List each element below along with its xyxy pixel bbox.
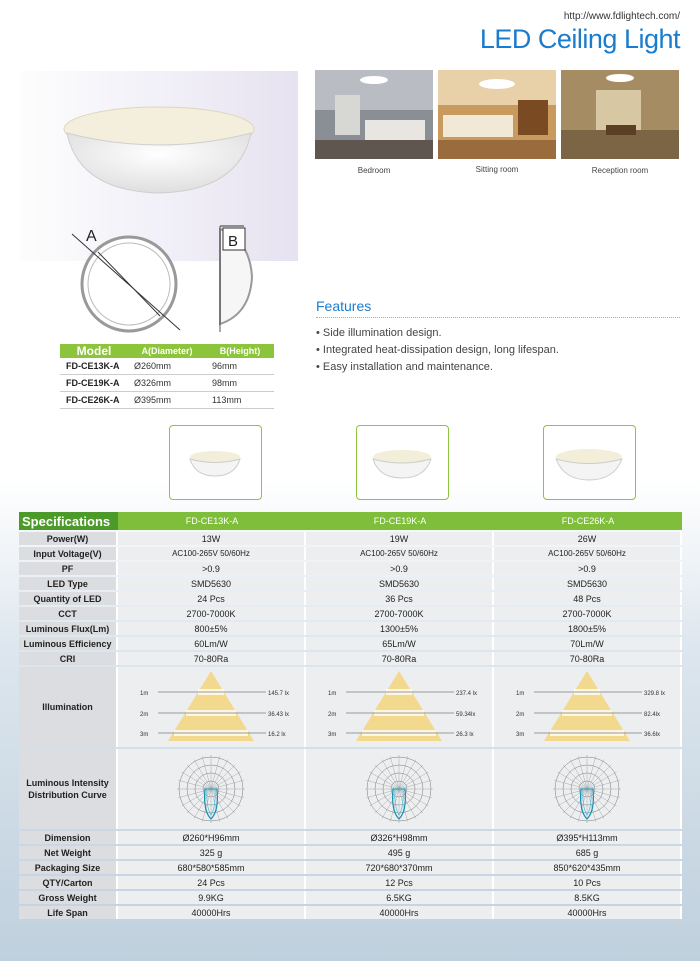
feature-item: • Side illumination design. xyxy=(316,327,442,339)
table-cell: Luminous Efficiency xyxy=(19,637,118,650)
polar-spoke xyxy=(587,789,620,798)
lux-value: 36.43 lx xyxy=(268,712,290,718)
table-cell: Dimension xyxy=(19,831,118,844)
polar-spoke xyxy=(587,756,596,789)
illumination-diagram-3 xyxy=(512,667,666,745)
table-cell xyxy=(306,749,494,829)
table-row xyxy=(19,906,682,919)
lux-value: 59.34lx xyxy=(456,712,476,718)
table-cell: Ø395*H113mm xyxy=(494,831,682,844)
feature-item: • Integrated heat-dissipation design, long lifespan. xyxy=(316,344,559,356)
table-cell: Power(W) xyxy=(19,532,118,545)
polar-spoke xyxy=(554,789,587,798)
table-cell: CRI xyxy=(19,652,118,665)
room-photo-reception xyxy=(561,70,679,159)
table-cell: 98mm xyxy=(206,375,274,392)
feature-item: • Easy installation and maintenance. xyxy=(316,361,493,373)
table-cell: 2700-7000K xyxy=(306,607,494,620)
table-cell: 70-80Ra xyxy=(118,652,306,665)
table-cell: LED Type xyxy=(19,577,118,590)
table-cell: 685 g xyxy=(494,846,682,859)
polar-curve-2 xyxy=(359,749,439,827)
room-label-sitting: Sitting room xyxy=(475,165,519,174)
lux-value: 237.4 lx xyxy=(456,691,478,697)
table-row xyxy=(19,846,682,859)
room-photo-bedroom xyxy=(315,70,433,159)
table-cell: 9.9KG xyxy=(118,891,306,904)
table-cell: 40000Hrs xyxy=(494,906,682,919)
room-label-reception: Reception room xyxy=(591,166,649,175)
illumination-cell-1 xyxy=(118,667,306,747)
model-thumbnail-3 xyxy=(543,425,636,500)
lux-value: 26.3 lx xyxy=(456,732,474,738)
polar-spoke xyxy=(578,756,587,789)
polar-spoke xyxy=(211,789,244,798)
table-cell: Net Weight xyxy=(19,846,118,859)
distance-label: 1m xyxy=(516,691,525,697)
table-cell: Ø260*H96mm xyxy=(118,831,306,844)
table-row xyxy=(19,891,682,904)
model-thumbnail-2 xyxy=(356,425,449,500)
table-cell: 325 g xyxy=(118,846,306,859)
lux-value: 16.2 lx xyxy=(268,732,286,738)
dims-header-model: Model xyxy=(60,344,128,358)
features-heading: Features xyxy=(316,298,372,314)
room-photo-sitting xyxy=(438,70,556,159)
polar-spoke xyxy=(211,780,244,789)
spec-model-2: FD-CE19K-A xyxy=(306,512,494,530)
distance-label: 2m xyxy=(140,712,149,718)
polar-spoke xyxy=(399,789,432,798)
table-cell: 10 Pcs xyxy=(494,876,682,889)
table-cell: >0.9 xyxy=(118,562,306,575)
distance-label: 1m xyxy=(140,691,149,697)
table-row xyxy=(19,532,682,545)
lux-value: 145.7 lx xyxy=(268,691,290,697)
table-cell: 800±5% xyxy=(118,622,306,635)
table-cell: Gross Weight xyxy=(19,891,118,904)
table-cell: PF xyxy=(19,562,118,575)
table-cell: SMD5630 xyxy=(494,577,682,590)
model-thumbnail-1 xyxy=(169,425,262,500)
table-cell: Ø326*H98mm xyxy=(306,831,494,844)
table-cell: AC100-265V 50/60Hz xyxy=(118,547,306,560)
table-row xyxy=(19,607,682,620)
distance-label: 3m xyxy=(140,732,149,738)
diameter-label: A xyxy=(86,228,97,245)
table-cell: 26W xyxy=(494,532,682,545)
table-cell: Ø260mm xyxy=(128,358,206,375)
table-cell: 70Lm/W xyxy=(494,637,682,650)
polar-spoke xyxy=(554,780,587,789)
table-cell: >0.9 xyxy=(494,562,682,575)
table-cell: 24 Pcs xyxy=(118,592,306,605)
table-cell: 495 g xyxy=(306,846,494,859)
dimension-diagram xyxy=(60,222,280,342)
polar-spoke xyxy=(366,789,399,798)
table-cell: 40000Hrs xyxy=(118,906,306,919)
table-row xyxy=(60,375,274,392)
table-cell: SMD5630 xyxy=(118,577,306,590)
table-row xyxy=(19,547,682,560)
page-title: LED Ceiling Light xyxy=(479,24,680,54)
distance-label: 2m xyxy=(328,712,337,718)
spec-model-3: FD-CE26K-A xyxy=(494,512,682,530)
polar-curve-3 xyxy=(547,749,627,827)
table-cell: >0.9 xyxy=(306,562,494,575)
table-row xyxy=(19,876,682,889)
dims-header-height: B(Height) xyxy=(206,344,274,358)
table-cell: Input Voltage(V) xyxy=(19,547,118,560)
table-cell: Life Span xyxy=(19,906,118,919)
polar-spoke xyxy=(399,780,432,789)
table-cell: SMD5630 xyxy=(306,577,494,590)
illumination-cell-2 xyxy=(306,667,494,747)
table-row xyxy=(19,831,682,844)
specifications-table xyxy=(19,510,682,921)
polar-spoke xyxy=(399,756,408,789)
table-cell: 48 Pcs xyxy=(494,592,682,605)
table-cell: 6.5KG xyxy=(306,891,494,904)
distribution-curve-row xyxy=(19,749,682,829)
table-cell: 40000Hrs xyxy=(306,906,494,919)
polar-spoke xyxy=(211,756,220,789)
distribution-curve-label: Luminous Intensity Distribution Curve xyxy=(19,749,118,829)
table-cell: Ø326mm xyxy=(128,375,206,392)
table-cell: 2700-7000K xyxy=(118,607,306,620)
polar-spoke xyxy=(390,756,399,789)
table-cell: FD-CE26K-A xyxy=(60,392,128,409)
table-cell: 720*680*370mm xyxy=(306,861,494,874)
illumination-label: Illumination xyxy=(19,667,118,747)
table-cell: AC100-265V 50/60Hz xyxy=(494,547,682,560)
table-cell xyxy=(118,749,306,829)
table-row xyxy=(19,562,682,575)
table-cell: 36 Pcs xyxy=(306,592,494,605)
polar-spoke xyxy=(178,789,211,798)
table-cell: FD-CE19K-A xyxy=(60,375,128,392)
table-cell: QTY/Carton xyxy=(19,876,118,889)
dims-header-diameter: A(Diameter) xyxy=(128,344,206,358)
distance-label: 1m xyxy=(328,691,337,697)
height-label: B xyxy=(228,233,239,250)
table-cell: 13W xyxy=(118,532,306,545)
spec-model-1: FD-CE13K-A xyxy=(118,512,306,530)
polar-spoke xyxy=(366,780,399,789)
table-cell: 1300±5% xyxy=(306,622,494,635)
illumination-diagram-2 xyxy=(324,667,478,745)
table-row xyxy=(19,637,682,650)
table-cell: 24 Pcs xyxy=(118,876,306,889)
table-cell: 65Lm/W xyxy=(306,637,494,650)
table-cell: 60Lm/W xyxy=(118,637,306,650)
table-cell xyxy=(494,749,682,829)
table-cell: Luminous Flux(Lm) xyxy=(19,622,118,635)
illumination-row xyxy=(19,667,682,747)
table-cell: 96mm xyxy=(206,358,274,375)
table-row xyxy=(19,652,682,665)
table-cell: 19W xyxy=(306,532,494,545)
features-divider xyxy=(316,317,680,318)
polar-spoke xyxy=(202,756,211,789)
table-cell: 850*620*435mm xyxy=(494,861,682,874)
table-row xyxy=(19,622,682,635)
table-cell: Ø395mm xyxy=(128,392,206,409)
table-cell: 2700-7000K xyxy=(494,607,682,620)
website-url[interactable]: http://www.fdlightech.com/ xyxy=(563,11,680,22)
table-cell: 70-80Ra xyxy=(306,652,494,665)
dimension-table xyxy=(60,344,274,409)
table-cell: 680*580*585mm xyxy=(118,861,306,874)
table-cell: 1800±5% xyxy=(494,622,682,635)
table-row xyxy=(60,392,274,409)
polar-curve-1 xyxy=(171,749,251,827)
table-cell: 113mm xyxy=(206,392,274,409)
features-list xyxy=(316,325,559,376)
specifications-title: Specifications xyxy=(19,512,118,530)
table-cell: 8.5KG xyxy=(494,891,682,904)
lux-value: 36.6lx xyxy=(644,732,661,738)
lux-value: 82.4lx xyxy=(644,712,661,718)
table-row xyxy=(19,861,682,874)
illumination-diagram-1 xyxy=(136,667,290,745)
table-cell: CCT xyxy=(19,607,118,620)
lux-value: 329.8 lx xyxy=(644,691,666,697)
distance-label: 3m xyxy=(328,732,337,738)
table-cell: Quantity of LED xyxy=(19,592,118,605)
room-label-bedroom: Bedroom xyxy=(357,166,391,175)
polar-spoke xyxy=(587,780,620,789)
table-cell: 12 Pcs xyxy=(306,876,494,889)
table-row xyxy=(60,358,274,375)
table-cell: 70-80Ra xyxy=(494,652,682,665)
illumination-cell-3 xyxy=(494,667,682,747)
distance-label: 2m xyxy=(516,712,525,718)
table-row xyxy=(19,592,682,605)
distance-label: 3m xyxy=(516,732,525,738)
table-cell: AC100-265V 50/60Hz xyxy=(306,547,494,560)
table-cell: FD-CE13K-A xyxy=(60,358,128,375)
table-row xyxy=(19,577,682,590)
polar-spoke xyxy=(178,780,211,789)
table-cell: Packaging Size xyxy=(19,861,118,874)
